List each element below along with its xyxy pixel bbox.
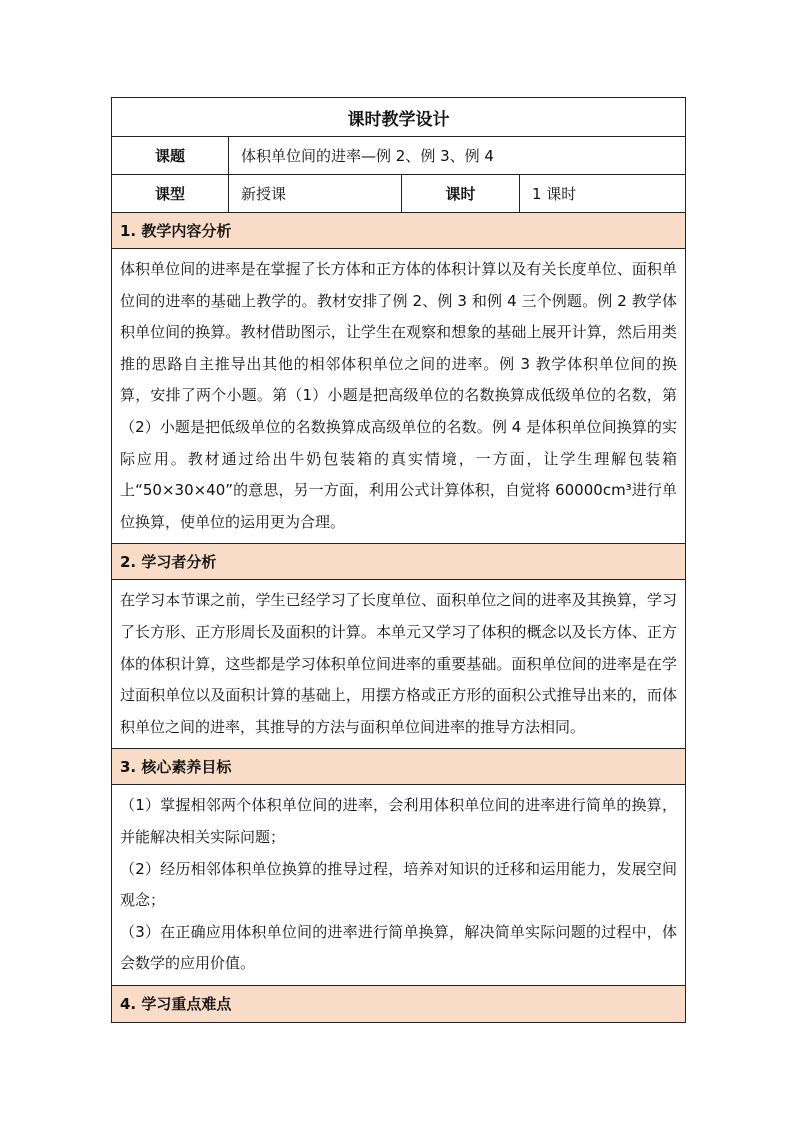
section-heading-row [112,213,685,249]
topic-row [112,137,685,175]
topic-value: 体积单位间的进率—例 2、例 3、例 4 [228,137,685,174]
section-paragraph: 在学习本节课之前，学生已经学习了长度单位、面积单位之间的进率及其换算，学习了长方形、正方形周长及面积的计算。本单元又学习了体积的概念以及长方体、正方体的体积计算，这些都是学习体积单位间进率的重要基础。面积单位间的进率是在学过面积单位以及面积计算的基础上，用摆方格或正方形的面积公式推导出来的，而体积单位之间的进率，其推导的方法与面积单位间进率的推导方法相同。 [120,591,677,736]
section-body [112,785,685,985]
topic-label: 课题 [154,147,185,165]
section-body [112,580,685,748]
section-body-row [112,249,685,544]
section-heading: 1. 教学内容分析 [120,222,232,240]
section-body-row [112,785,685,986]
section-paragraph: （1）掌握相邻两个体积单位间的进率，会利用体积单位间的进率进行简单的换算，并能解决相关实际问题； [120,796,677,846]
section-heading-row [112,544,685,580]
section-heading: 3. 核心素养目标 [120,758,232,777]
course-type-label: 课型 [154,185,185,203]
section-body [112,249,685,543]
doc-title: 课时教学设计 [347,109,450,130]
section-body-row [112,580,685,749]
period-value: 1 课时 [519,175,685,212]
table-title-row [112,98,685,137]
section-heading-row [112,749,685,785]
lesson-design-table [111,97,686,1023]
section-heading: 2. 学习者分析 [120,553,217,572]
section-paragraph: （3）在正确应用体积单位间的进率进行简单换算，解决简单实际问题的过程中，体会数学的应用价值。 [120,922,677,973]
section-heading-row [112,986,685,1022]
section-paragraph: 体积单位间的进率是在掌握了长方体和正方体的体积计算以及有关长度单位、面积单位间的进率的基础上教学的。教材安排了例 2、例 3 和例 4 三个例题。例 2 教学体积单位间的换算。教材借助图示，让学生在观察和想象的基础上展开计算，然后用类推的思路自主推导出其他的相邻体积单位之间的进率。例 3 教学体积单位间的换算，安排了两个小题。第（1）小题是把高级单位的名数换算成低级单位的名数，第（2）小题是把低级单位的名数换算成高级单位的名数。例 4 是体积单位间换算的实际应用。教材通过给出牛奶包装箱的真实情境，一方面，让学生理解包装箱上“50×30×40”的意思，另一方面，利用公式计算体积，自觉将 60000cm³进行单位换算，使单位的运用更为合理。 [120,260,677,531]
section-heading: 4. 学习重点难点 [120,995,232,1014]
period-label: 课时 [401,175,519,212]
section-paragraph: （2）经历相邻体积单位换算的推导过程，培养对知识的迁移和运用能力，发展空间观念； [120,859,677,910]
course-info-row [112,175,685,213]
course-type-value: 新授课 [228,175,401,212]
